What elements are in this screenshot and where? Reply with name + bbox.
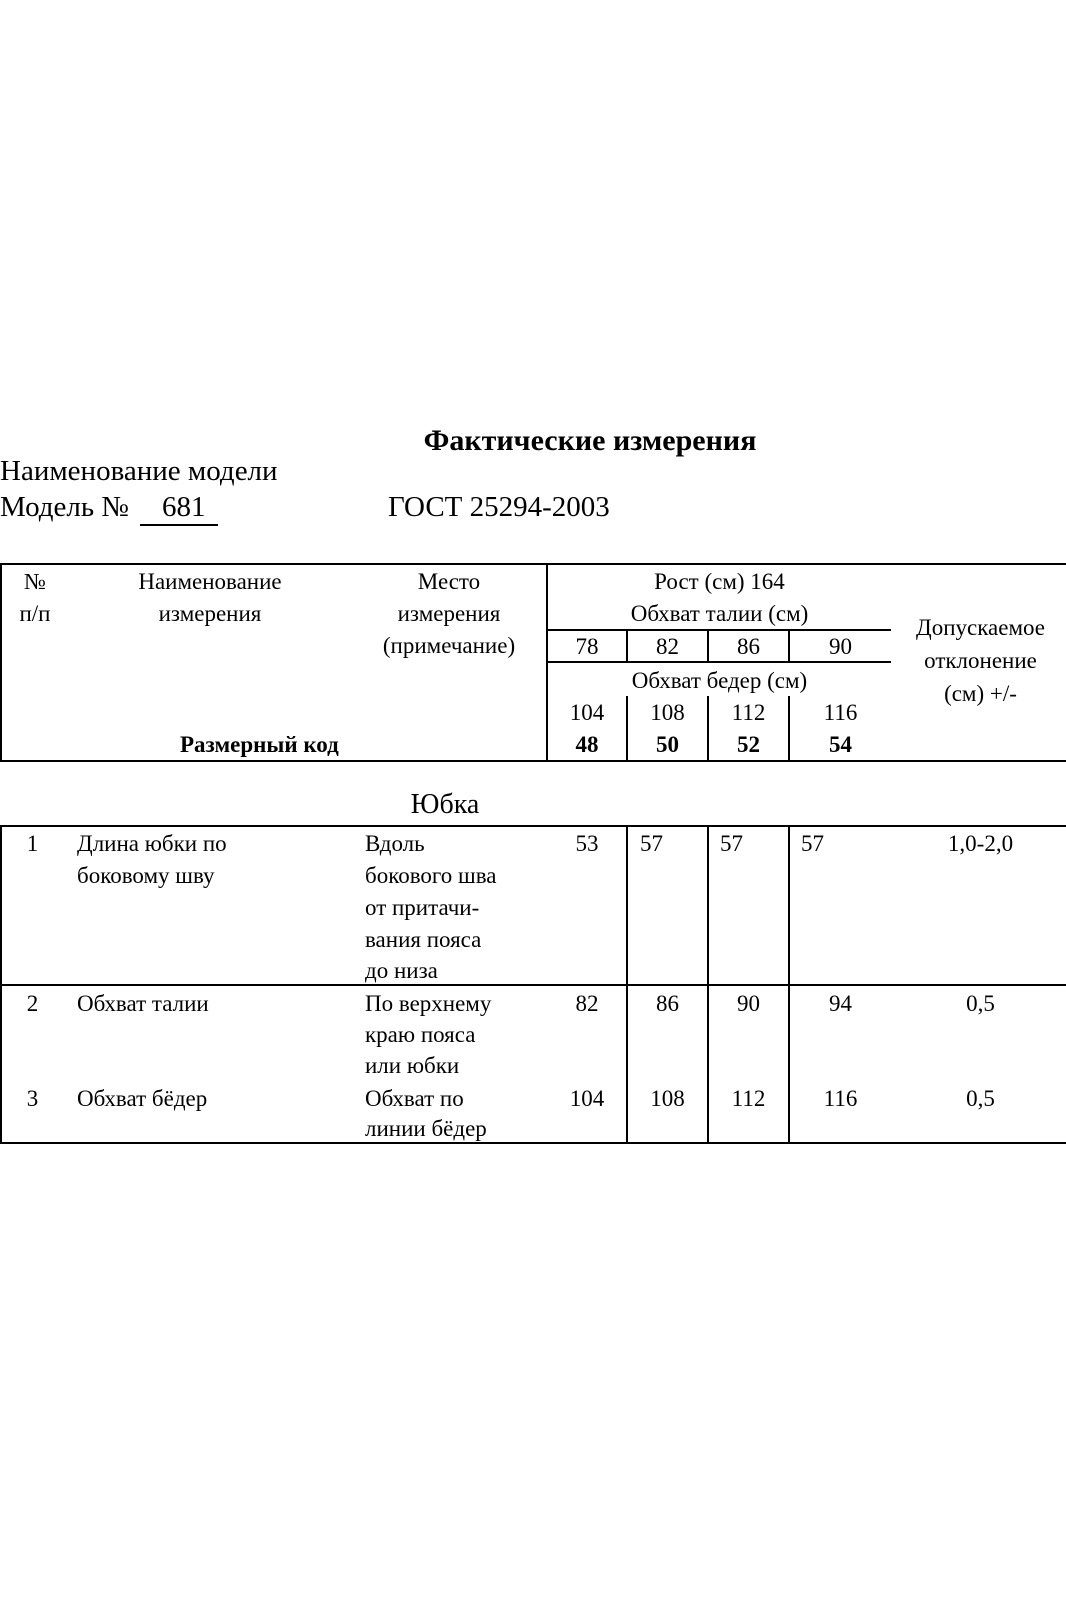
row-place-line: По верхнему xyxy=(365,991,492,1016)
hips-value: 104 xyxy=(569,700,605,725)
header-tolerance-line3: (см) +/- xyxy=(944,681,1017,706)
row-value: 94 xyxy=(829,991,852,1016)
row-value: 57 xyxy=(801,831,824,856)
row-value: 108 xyxy=(650,1086,685,1111)
row-place-line: краю пояса xyxy=(365,1022,476,1047)
header-hips: Обхват бедер (см) xyxy=(631,668,808,693)
header-name-line2: измерения xyxy=(158,601,262,626)
waist-value: 90 xyxy=(829,634,852,659)
model-name-label: Наименование модели xyxy=(0,455,278,487)
row-value: 57 xyxy=(640,831,663,856)
model-number: 681 xyxy=(140,491,218,526)
row-tolerance: 0,5 xyxy=(966,1086,995,1111)
row-name-line: Обхват бёдер xyxy=(77,1086,208,1111)
size-code: 54 xyxy=(829,732,852,757)
row-value: 116 xyxy=(823,1086,858,1111)
row-place-line: бокового шва xyxy=(365,863,497,888)
header-num-line1: № xyxy=(24,569,46,594)
header-bottom-border xyxy=(0,760,1066,762)
section-title: Юбка xyxy=(410,789,480,820)
header-tolerance-line1: Допускаемое xyxy=(916,615,1045,640)
left-border-header xyxy=(0,563,2,762)
row-place-line: или юбки xyxy=(365,1053,460,1078)
header-place-line3: (примечание) xyxy=(382,633,516,658)
hips-value: 112 xyxy=(731,700,766,725)
header-waist: Обхват талии (см) xyxy=(630,601,809,626)
size-code: 48 xyxy=(575,732,599,757)
row-value: 86 xyxy=(656,991,679,1016)
table-top-border xyxy=(0,563,1066,565)
model-number-label: Модель № xyxy=(0,491,129,523)
row-num: 2 xyxy=(26,991,39,1016)
table-bottom-border xyxy=(0,1142,1066,1144)
row-value: 112 xyxy=(731,1086,766,1111)
header-tolerance-line2: отклонение xyxy=(924,648,1037,673)
row1-bottom-border xyxy=(0,984,1066,986)
row-place-line: до низа xyxy=(365,958,438,983)
waist-value: 78 xyxy=(575,634,599,659)
row-num: 3 xyxy=(26,1086,39,1111)
row-tolerance: 1,0-2,0 xyxy=(947,831,1014,856)
row-place-line: Вдоль xyxy=(365,831,425,856)
gost-standard: ГОСТ 25294-2003 xyxy=(388,491,610,523)
section-bottom-border xyxy=(0,825,1066,827)
hips-value: 108 xyxy=(650,700,685,725)
row-place-line: от притачи- xyxy=(365,895,480,920)
header-place-line1: Место xyxy=(417,569,481,594)
row-value: 104 xyxy=(569,1086,605,1111)
header-name-line1: Наименование xyxy=(138,569,282,594)
size-code: 52 xyxy=(737,732,760,757)
row-num: 1 xyxy=(26,831,39,856)
row-value: 53 xyxy=(575,831,599,856)
row-value: 82 xyxy=(575,991,599,1016)
waist-value: 86 xyxy=(737,634,760,659)
page-title: Фактические измерения xyxy=(423,424,757,457)
size-code-label: Размерный код xyxy=(180,732,339,757)
row-name-line: боковому шву xyxy=(77,863,215,888)
row-place-line: вания пояса xyxy=(365,927,482,952)
row-value: 57 xyxy=(720,831,743,856)
size-code: 50 xyxy=(656,732,679,757)
row-value: 90 xyxy=(737,991,760,1016)
header-height: Рост (см) 164 xyxy=(654,569,785,594)
row-tolerance: 0,5 xyxy=(966,991,995,1016)
row-place-line: линии бёдер xyxy=(365,1116,487,1141)
header-place-line2: измерения xyxy=(397,601,501,626)
header-num-line2: п/п xyxy=(19,601,51,626)
hips-value: 116 xyxy=(823,700,858,725)
row-name-line: Обхват талии xyxy=(77,991,209,1016)
row-place-line: Обхват по xyxy=(365,1086,464,1111)
waist-value: 82 xyxy=(656,634,679,659)
row-name-line: Длина юбки по xyxy=(77,831,227,856)
left-border-body xyxy=(0,825,2,1144)
